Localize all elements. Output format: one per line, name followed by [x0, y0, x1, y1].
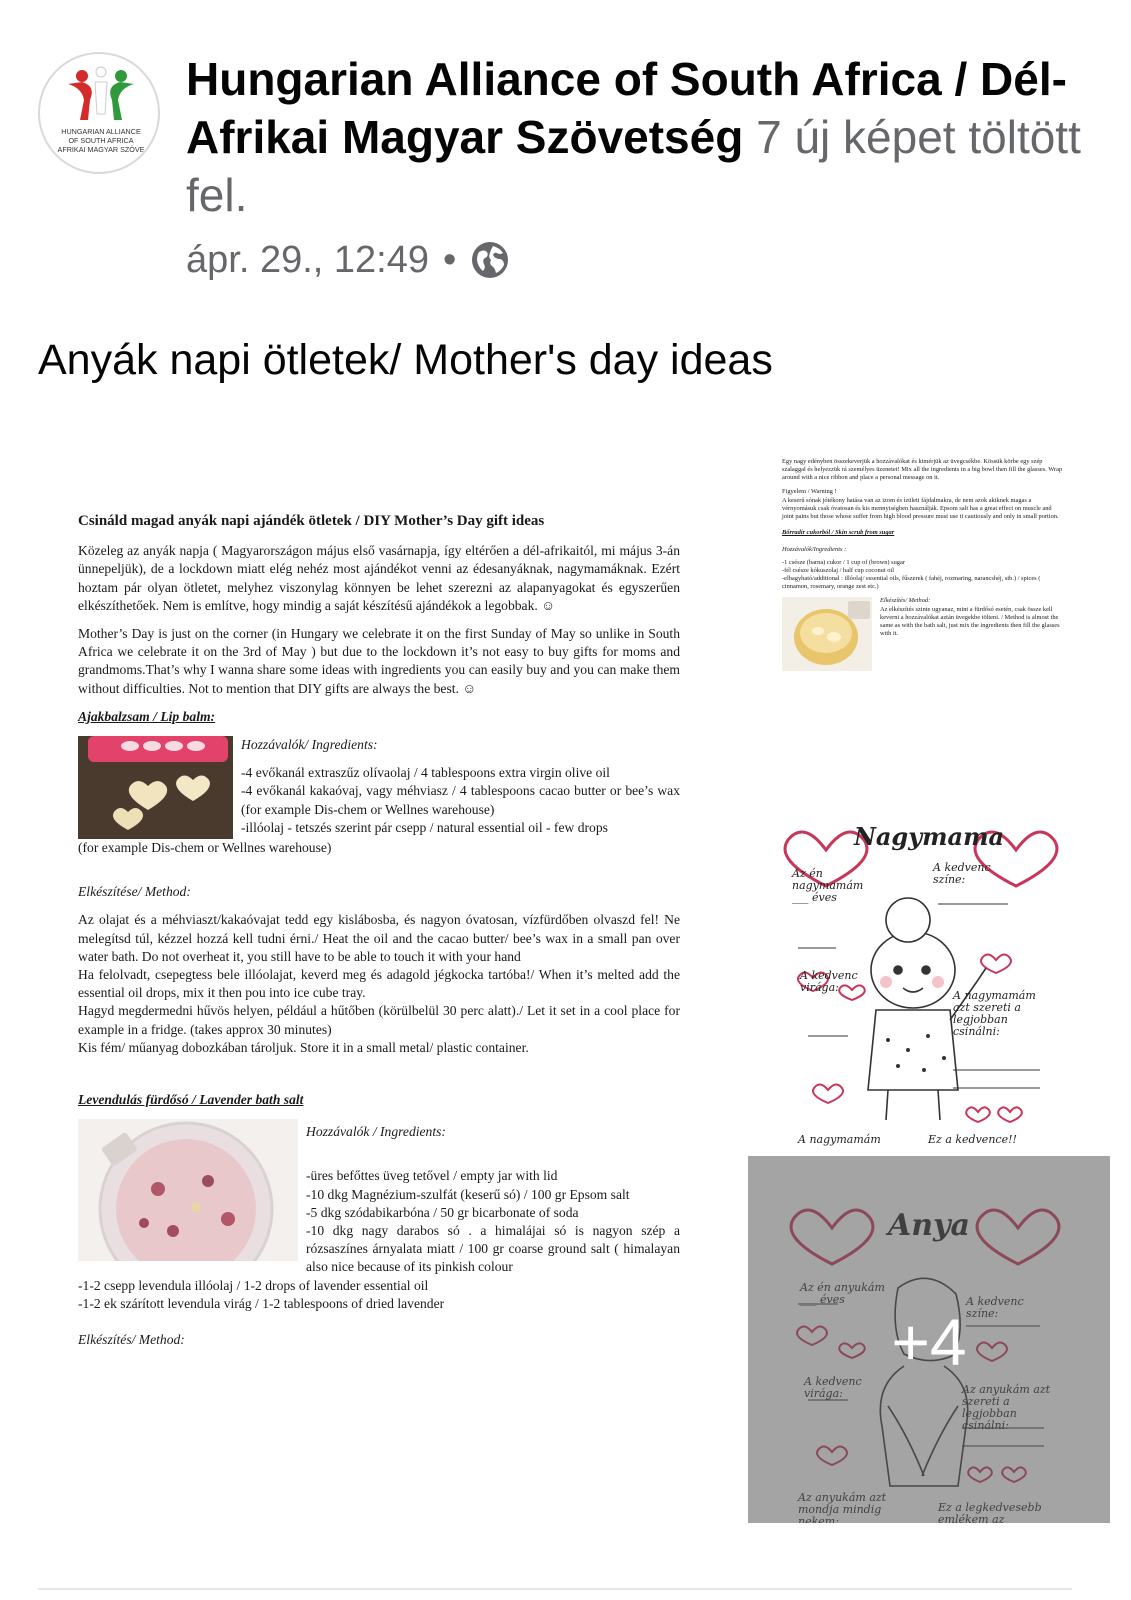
- bath-method-label: Elkészítés/ Method:: [78, 1332, 185, 1348]
- more-photos-count[interactable]: +4: [891, 1305, 967, 1379]
- post-caption: Anyák napi ötletek/ Mother's day ideas: [38, 336, 773, 384]
- method-step: Az olajat és a méhviaszt/kakaóvajat tedd egy kislábosba, és nagyon óvatosan, vízfürdőben olvaszd fel! Ne melegítsd túl, kézzel hozzá kell tudni érni./ Heat the oil and the cacao butter/ bee’s wax in a small pan over water bath. Do not overheat it, you still have to be able to touch it with your hand: [78, 912, 680, 964]
- bath-salt-heading: Levendulás fürdősó / Lavender bath salt: [78, 1092, 304, 1108]
- scrub-ingredient-item: -fél csésze kókuszolaj / half cup coconut oil: [782, 567, 894, 575]
- bath-ingredient-item: -5 dkg szódabikarbóna / 50 gr bicarbonate of soda: [306, 1204, 579, 1220]
- method-step: Ha felolvadt, csepegtess bele illóolajat, keverd meg és adagold jégkocka tartóba!/ When it’s melted add the essential oil drops, mix it then pou into ice cube tray.: [78, 967, 680, 1001]
- lip-balm-ingredients: [233, 736, 680, 839]
- lip-ingredient-item: -4 evőkanál kakaóvaj, vagy méhviasz / 4 tablespoons cacao butter or bee’s wax (for example Dis-chem or Wellnes warehouse): [241, 783, 680, 817]
- intro-english: Mother’s Day is just on the corner (in Hungary we celebrate it on the first Sunday of May so unlike in South Africa we celebrate it on the 3rd of May ) but due to the lockdown it’s not easy to buy gifts for moms and grandmoms.That’s why I wanna share some ideas with ingredients you can easily buy and you can make them without difficulties. Not to mention that DIY gifts are always the best. ☺: [78, 626, 680, 696]
- bath-salt-block: [78, 1119, 680, 1276]
- post-meta: [186, 232, 510, 288]
- scrub-method-row: [782, 597, 1064, 671]
- bath-salt-ingredients: [298, 1119, 680, 1276]
- grandma-age-prompt: Az én nagymamám ___ éves: [792, 867, 864, 904]
- photo-mom-worksheet[interactable]: [748, 1156, 1110, 1523]
- post-timestamp[interactable]: ápr. 29., 12:49: [186, 238, 429, 281]
- document-title: Csináld magad anyák napi ajándék ötletek / DIY Mother’s Day gift ideas: [78, 513, 545, 529]
- page-avatar[interactable]: [38, 52, 160, 174]
- lip-method-label: Elkészítése/ Method:: [78, 884, 191, 900]
- document-page-2: [782, 458, 1064, 671]
- lip-ingredient-item: -illóolaj - tetszés szerint pár csepp / natural essential oil - few drops: [241, 819, 608, 835]
- bath-ingredient-item: -üres befőttes üveg tetővel / empty jar with lid: [306, 1168, 558, 1184]
- bath-ingredient-item: -1-2 ek szárított levendula virág / 1-2 tablespoons of dried lavender: [78, 1295, 445, 1311]
- bath-ingredient-item: -1-2 csepp levendula illóolaj / 1-2 drops of lavender essential oil: [78, 1277, 429, 1293]
- post-action-text: 7 új képet töltött fel.: [186, 111, 1081, 221]
- bath-ingredient-item: -10 dkg Magnézium-szulfát (keserű só) / 100 gr Epsom salt: [306, 1186, 630, 1202]
- scrub-method: [872, 597, 1064, 671]
- svg-text:AFRIKAI MAGYAR SZÖVE: AFRIKAI MAGYAR SZÖVE: [57, 145, 145, 154]
- warning-label: Figyelem / Warning !: [782, 487, 837, 495]
- scrub-ingredient-item: -1 csésze (barna) cukor / 1 cup of (brown) sugar: [782, 558, 905, 566]
- bath-ingredient-item: -10 dkg nagy darabos só . a himalájai só is nagyon szép a rózsaszínes árnyalata miatt / 100 gr coarse ground salt ( himalayan also nice because of its pinkish colour: [306, 1223, 680, 1275]
- post-author-line: [186, 50, 1086, 224]
- lip-balm-photo: [78, 736, 233, 839]
- photo-grid: [0, 430, 1131, 1580]
- grandma-sheet-title: Nagymama: [853, 822, 1005, 851]
- lip-balm-heading: Ajakbalzsam / Lip balm:: [78, 708, 216, 724]
- alliance-logo: [40, 54, 160, 174]
- grandma-flower-prompt: A kedvenc virága:: [800, 969, 858, 994]
- svg-text:OF SOUTH AFRICA: OF SOUTH AFRICA: [68, 136, 134, 145]
- post-divider: [38, 1588, 1072, 1590]
- meta-separator: •: [442, 238, 457, 281]
- lip-balm-block: [78, 736, 680, 839]
- bath-salt-photo: [78, 1119, 298, 1261]
- document-page: [78, 512, 680, 1349]
- scrub-ingredient-item: -elhagyható/additional : illóolaj/ essential oils, fűszerek ( fahéj, rozmaring, narancshéj, stb.) / spices ( cinnamon, rosemary, orange zest etc.): [782, 575, 1041, 591]
- grandma-color-prompt: A kedvenc színe:: [933, 861, 991, 886]
- intro-hungarian: Közeleg az anyák napja ( Magyarországon május első vasárnapja, így eltérően a dél-afrikaitól, mi május 3-án ünnepeljük), de a lockdown miatt elég nehéz most ajándékot venni az édesanyáknak, nagymamáknak. Ezért hoztam pár olyan ötletet, melyhez viszonylag könnyen be lehet szerezni az alapanyagokat és egyszerűen elkészíthetőek. Nem is említve, hogy mindig a saját készítésű ajándékok a legobbak. ☺: [78, 543, 680, 613]
- page-name-link[interactable]: Hungarian Alliance of South Africa / Dél-Afrikai Magyar Szövetség: [186, 53, 1067, 163]
- svg-text:HUNGARIAN ALLIANCE: HUNGARIAN ALLIANCE: [61, 127, 141, 136]
- skin-scrub-heading: Bőrradír cukorból / Skin scrub from sugar: [782, 529, 895, 537]
- scrub-method-text: Az elkészítés szinte ugyanaz, mint a fürdősó esetén, csak össze kell keverni a hozzávalókat aztán üvegekbe tölteni. / Method is almost the same as with the bath salt, just mix the ingredients then fill the glasses with it.: [880, 605, 1060, 638]
- mix-instructions: Egy nagy edényben összekeverjük a hozzávalókat és kimérjük az üvegcsékbe. Kössük körbe egy szép szalaggal és helyezzük rá személyes üzenetet! Mix all the ingredients in a big bowl then fill the glasses. Wrap around with a nice ribbon and place a personal message on it.: [782, 458, 1063, 482]
- scrub-method-label: Elkészítés/ Method:: [880, 596, 931, 604]
- grandma-hobby-prompt: A nagymamám azt szereti a legjobban csinálni:: [953, 989, 1036, 1038]
- lip-ingredient-item: -4 evőkanál extraszűz olívaolaj / 4 tablespoons extra virgin olive oil: [241, 765, 610, 781]
- photo-scrub-document[interactable]: [748, 430, 1110, 794]
- scrub-ingredients-label: Hozzávalók/Ingredients :: [782, 545, 847, 553]
- globe-icon[interactable]: [470, 240, 510, 280]
- grandma-favourite-prompt: Ez a kedvence!!: [928, 1133, 1017, 1146]
- bath-ingredients-label: Hozzávalók / Ingredients:: [306, 1124, 446, 1140]
- method-step: Kis fém/ műanyag dobozkában tároljuk. Store it in a small metal/ plastic container.: [78, 1039, 529, 1055]
- warning-text: A keserű sónak jótékony hatása van az izom és ízületi fájdalmakra, de nem azok akiknek magas a vérnyomásuk csak óvatosan és kis mennyiségben használják. Epsom salt has a great effect on muscle and joint pains but those whose suffer from high blood pressure must use it cautiously and only in small portion.: [782, 496, 1059, 521]
- post-header: [0, 0, 1131, 300]
- method-step: Hagyd megdermedni hűvös helyen, például a hűtőben (körülbelül 30 perc alatt)./ Let it set in a cool place for example in a fridge. (takes approx 30 minutes): [78, 1003, 680, 1037]
- photo-grandma-worksheet[interactable]: [748, 800, 1110, 1150]
- grandma-footer-prompt: A nagymamám: [798, 1133, 881, 1146]
- scrub-jar-photo: [782, 597, 872, 671]
- photo-diy-gift-document[interactable]: [0, 430, 742, 1580]
- lip-ingredient-continued: (for example Dis-chem or Wellnes warehouse): [78, 840, 332, 856]
- lip-ingredients-label: Hozzávalók/ Ingredients:: [241, 737, 378, 753]
